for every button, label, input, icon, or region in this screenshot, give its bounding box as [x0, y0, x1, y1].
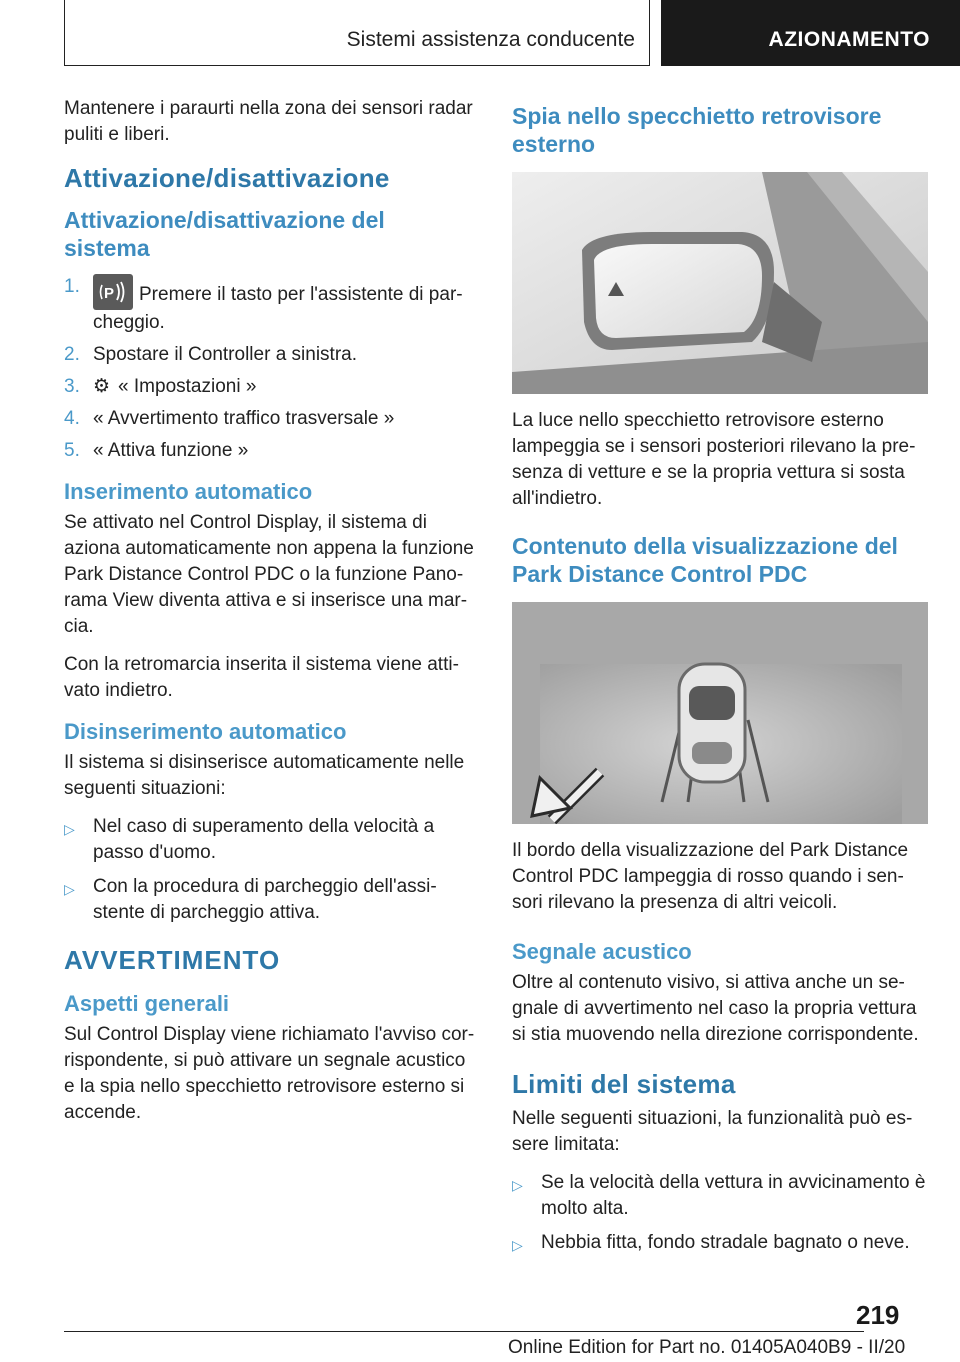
acoustic-paragraph: Oltre al contenuto visivo, si attiva anche un segnale di avvertimento nel caso la propria vettura si stia muovendo nella direzione corrispondente. — [512, 972, 919, 1045]
limits-list — [512, 1170, 928, 1258]
footer-divider — [64, 1331, 864, 1332]
heading-limits: Limiti del sistema — [512, 1069, 736, 1099]
right-column — [512, 96, 928, 1270]
section-tab — [64, 0, 650, 66]
step-item: 1. P Premere il tasto per l'assistente di parcheggio. — [64, 276, 463, 333]
mirror-paragraph: La luce nello specchietto retrovisore esterno lampeggia se i sensori posteriori rilevano la presenza di vetture e se la propria vettura si sosta all'indietro. — [512, 410, 916, 509]
list-item: ▷ Se la velocità della vettura in avvicinamento è molto alta. — [512, 1170, 928, 1222]
step-item: 4. « Avvertimento traffico trasversale » — [64, 408, 395, 429]
footer-edition: Online Edition for Part no. 01405A040B9 - II/20 — [508, 1337, 906, 1358]
heading-activation: Attivazione/disattivazione — [64, 163, 390, 193]
step-item: 2. Spostare il Controller a sinistra. — [64, 344, 357, 365]
page-number: 219 — [856, 1300, 900, 1330]
triangle-right-icon: ▷ — [512, 1177, 523, 1193]
auto-off-paragraph: Il sistema si disinserisce automaticamente nelle seguenti situazioni: — [64, 752, 465, 799]
auto-on-paragraph-1: Se attivato nel Control Display, il sistema di aziona automaticamente non appena la funzione Park Distance Control PDC o la funzione Panorama View diventa attiva e si inserisce una marcia. — [64, 512, 474, 637]
heading-pdc: Contenuto della visualizzazione del Park Distance Control PDC — [512, 533, 898, 587]
heading-auto-on: Inserimento automatico — [64, 479, 313, 504]
heading-mirror: Spia nello specchietto retrovisore esterno — [512, 103, 882, 157]
chapter-tab — [661, 0, 960, 66]
left-column — [64, 96, 476, 1138]
gear-icon: ⚙ — [93, 376, 111, 397]
list-item: ▷ Nel caso di superamento della velocità a passo d'uomo. — [64, 814, 476, 866]
heading-warning: AVVERTIMENTO — [64, 945, 281, 975]
auto-on-paragraph-2: Con la retromarcia inserita il sistema viene attivato indietro. — [64, 654, 459, 701]
triangle-right-icon: ▷ — [512, 1237, 523, 1253]
heading-system-activation: Attivazione/disattivazione del sistema — [64, 207, 385, 261]
pdc-paragraph: Il bordo della visualizzazione del Park Distance Control PDC lampeggia di rosso quando i sensori rilevano la presenza di altri veicoli. — [512, 840, 909, 913]
chapter-title: AZIONAMENTO — [768, 28, 930, 51]
limits-paragraph: Nelle seguenti situazioni, la funzionalità può essere limitata: — [512, 1108, 913, 1155]
list-item: ▷ Nebbia fitta, fondo stradale bagnato o neve. — [512, 1230, 928, 1258]
mirror-image — [512, 172, 928, 394]
heading-acoustic: Segnale acustico — [512, 939, 692, 964]
pdc-display-image — [512, 602, 928, 824]
svg-text:P: P — [104, 285, 115, 302]
section-title: Sistemi assistenza conducente — [346, 28, 635, 51]
step-item: 5. « Attiva funzione » — [64, 440, 249, 461]
step-item: 3. ⚙ « Impostazioni » — [64, 374, 476, 400]
intro-paragraph: Mantenere i paraurti nella zona dei sensori radar puliti e liberi. — [64, 98, 473, 145]
triangle-right-icon: ▷ — [64, 821, 75, 837]
list-item: ▷ Con la procedura di parcheggio dell'assistente di parcheggio attiva. — [64, 874, 476, 926]
general-paragraph: Sul Control Display viene richiamato l'avviso corrispondente, si può attivare un segnale acustico e la spia nello specchietto retrovisore esterno si accende. — [64, 1024, 475, 1123]
heading-auto-off: Disinserimento automatico — [64, 719, 347, 744]
auto-off-list — [64, 814, 476, 926]
activation-steps — [64, 274, 476, 464]
page-header — [0, 0, 960, 66]
triangle-right-icon: ▷ — [64, 881, 75, 897]
park-assist-button-icon — [93, 274, 133, 310]
heading-general: Aspetti generali — [64, 991, 230, 1016]
